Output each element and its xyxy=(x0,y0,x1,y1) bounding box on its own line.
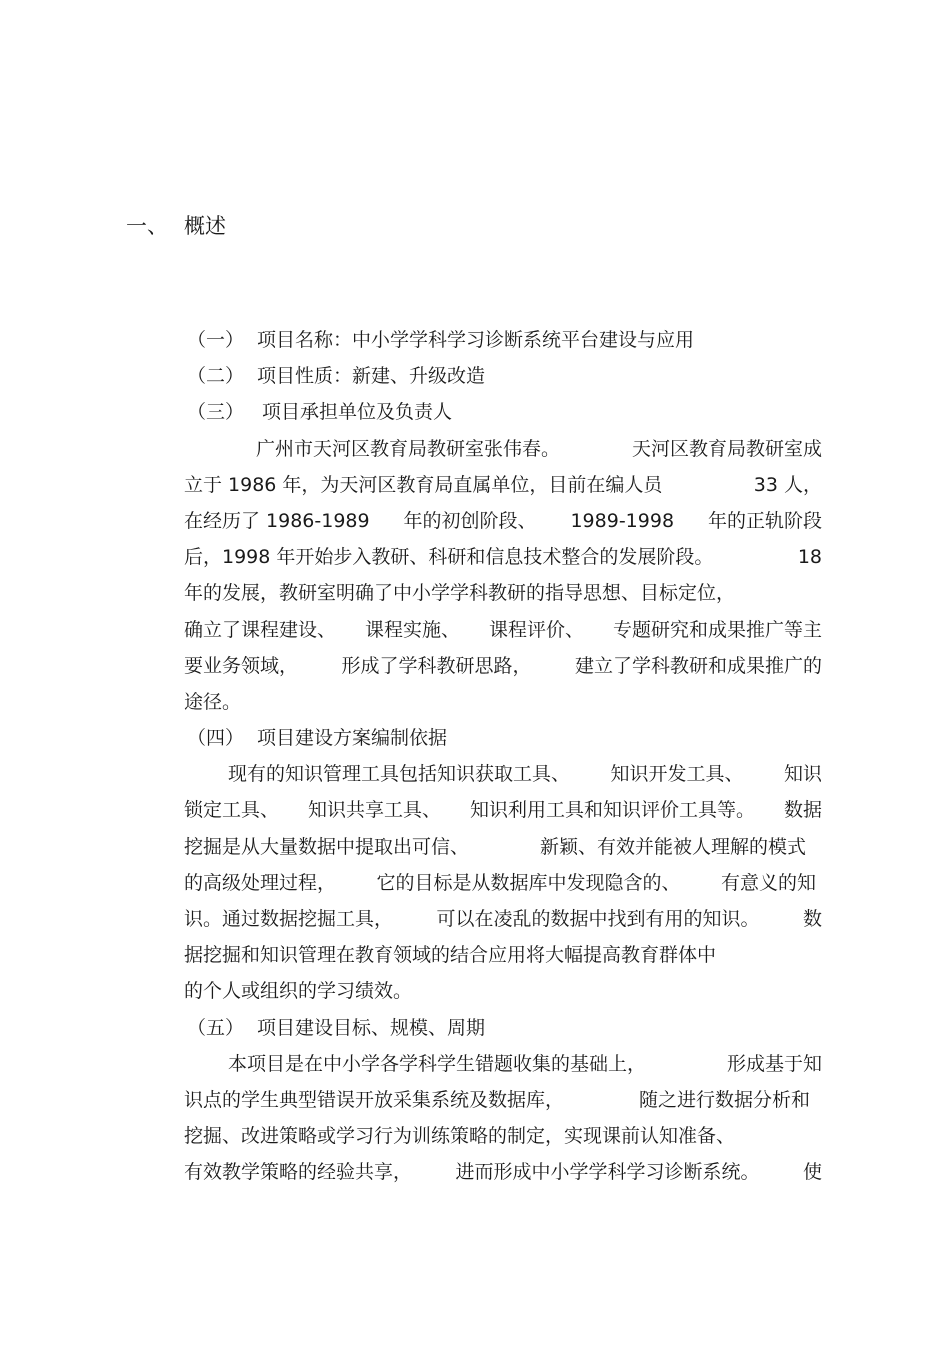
item-number: （三） xyxy=(187,401,245,424)
paragraph-line: 挖掘、改进策略或学习行为训练策略的制定，实现课前认知准备、 xyxy=(184,1125,736,1148)
section-heading xyxy=(126,212,226,240)
document-body xyxy=(184,322,824,1191)
text-segment: 形成了学科教研思路， xyxy=(341,654,532,677)
text-segment: 1989-1998 xyxy=(570,509,675,532)
text-segment: 立于 1986 年，为天河区教育局直属单位，目前在编人员 xyxy=(184,473,663,496)
item-heading-1 xyxy=(187,322,824,358)
item-heading-5 xyxy=(187,1010,824,1046)
text-segment: 随之进行数据分析和 xyxy=(638,1088,810,1111)
text-segment: 要业务领域， xyxy=(184,654,299,677)
text-segment: 锁定工具、 xyxy=(184,799,280,822)
paragraph-line xyxy=(184,539,822,575)
paragraph-line xyxy=(184,503,822,539)
text-segment: 知识利用工具和知识评价工具等。 xyxy=(469,799,755,822)
text-segment: 知识 xyxy=(783,763,822,786)
item-text: 项目名称：中小学学科学习诊断系统平台建设与应用 xyxy=(257,329,695,351)
item-number: （二） xyxy=(187,365,245,388)
text-segment: 年的初创阶段、 xyxy=(403,509,537,532)
text-segment: 有意义的知 xyxy=(720,871,816,894)
paragraph-line xyxy=(184,901,822,937)
text-segment: 识。通过数据挖掘工具， xyxy=(184,908,394,930)
paragraph-line: 年的发展，教研室明确了中小学学科教研的指导思想、目标定位， xyxy=(184,582,736,605)
text-segment: 确立了课程建设、 xyxy=(184,618,337,641)
text-segment: 的高级处理过程， xyxy=(184,871,337,894)
text-segment: 可以在凌乱的数据中找到有用的知识。 xyxy=(436,908,760,930)
text-segment: 数 xyxy=(802,908,822,930)
item-text: 项目性质：新建、升级改造 xyxy=(257,365,486,388)
paragraph-line xyxy=(184,792,822,828)
text-segment: 现有的知识管理工具包括知识获取工具、 xyxy=(228,763,571,786)
item-heading-4 xyxy=(187,720,824,756)
text-segment: 知识开发工具、 xyxy=(610,763,744,786)
text-segment: 33 人， xyxy=(753,473,822,496)
paragraph-line xyxy=(184,1082,810,1118)
text-segment: 本项目是在中小学各学科学生错题收集的基础上， xyxy=(228,1052,647,1075)
text-segment: 课程实施、 xyxy=(364,618,460,641)
paragraph-line: 途径。 xyxy=(184,690,242,713)
text-segment: 数据 xyxy=(783,799,822,822)
text-segment: 知识共享工具、 xyxy=(307,799,441,822)
paragraph-line xyxy=(184,1154,822,1190)
paragraph-line xyxy=(184,612,822,648)
text-segment: 挖掘是从大量数据中提取出可信、 xyxy=(184,835,470,858)
text-segment: 专题研究和成果推广等主 xyxy=(612,618,822,641)
item-text: 项目建设目标、规模、周期 xyxy=(257,1016,486,1039)
text-segment: 在经历了 1986-1989 xyxy=(184,509,370,532)
section-number: 一、 xyxy=(126,214,168,238)
paragraph-line: 据挖掘和知识管理在教育领域的结合应用将大幅提高教育群体中 xyxy=(184,944,717,967)
text-segment: 新颖、有效并能被人理解的模式 xyxy=(539,835,806,858)
item-number: （一） xyxy=(187,329,245,351)
text-segment: 建立了学科教研和成果推广的 xyxy=(574,654,822,677)
item-heading-3 xyxy=(187,394,824,430)
text-segment: 天河区教育局教研室成 xyxy=(631,437,822,460)
paragraph-line xyxy=(184,648,822,684)
item-heading-2 xyxy=(187,358,824,394)
item-number: （四） xyxy=(187,727,245,750)
section-title: 概述 xyxy=(184,214,226,238)
item-text: 项目建设方案编制依据 xyxy=(257,727,448,750)
text-segment: 课程评价、 xyxy=(488,618,584,641)
paragraph-line xyxy=(184,467,822,503)
text-segment: 进而形成中小学学科学习诊断系统。 xyxy=(455,1161,760,1184)
paragraph-line xyxy=(184,431,822,467)
paragraph-line xyxy=(184,756,822,792)
text-segment: 识点的学生典型错误开放采集系统及数据库， xyxy=(184,1088,565,1111)
paragraph-line: 的个人或组织的学习绩效。 xyxy=(184,980,413,1003)
text-segment: 形成基于知 xyxy=(726,1052,822,1075)
item-text: 项目承担单位及负责人 xyxy=(262,401,453,424)
paragraph-line xyxy=(184,1046,822,1082)
text-segment: 有效教学策略的经验共享， xyxy=(184,1161,413,1184)
item-number: （五） xyxy=(187,1016,245,1039)
text-segment: 使 xyxy=(802,1161,822,1184)
paragraph-line xyxy=(184,865,816,901)
text-segment: 18 xyxy=(797,546,822,569)
text-segment: 它的目标是从数据库中发现隐含的、 xyxy=(376,871,681,894)
text-segment: 广州市天河区教育局教研室张伟春。 xyxy=(256,437,561,460)
paragraph-line xyxy=(184,829,806,865)
text-segment: 年的正轨阶段 xyxy=(707,509,822,532)
text-segment: 后，1998 年开始步入教研、科研和信息技术整合的发展阶段。 xyxy=(184,546,714,569)
